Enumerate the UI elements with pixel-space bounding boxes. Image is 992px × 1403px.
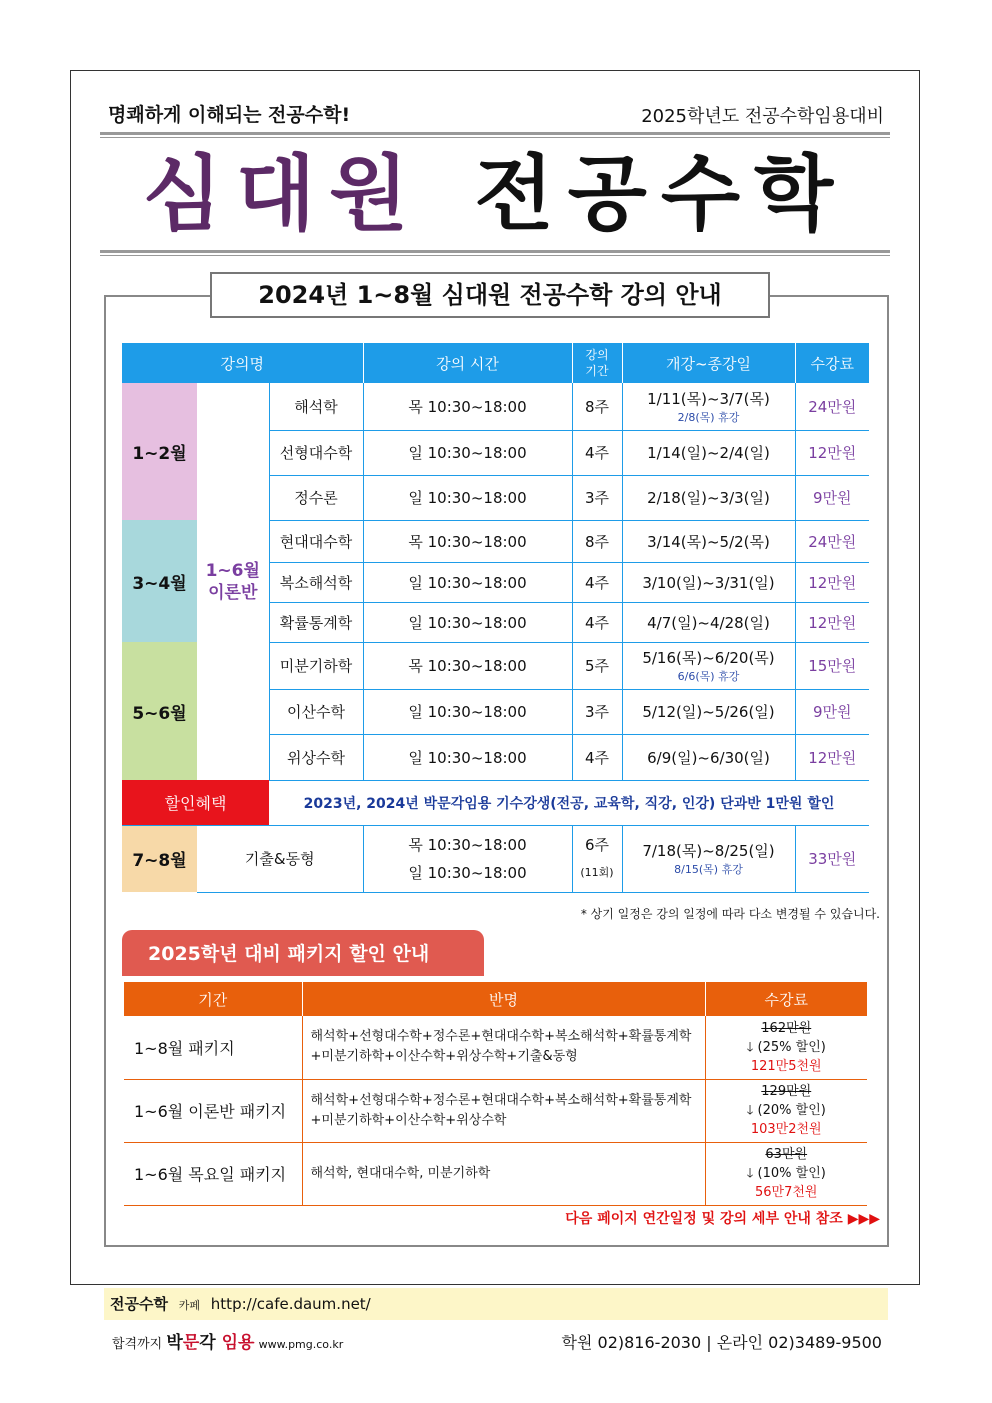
discount-rate: (20% 할인) [757, 1103, 826, 1118]
package-row [124, 1142, 867, 1205]
header-period: 강의 기간 [572, 343, 622, 383]
course-period: 3주 [572, 475, 622, 520]
course-fee: 33만원 [795, 825, 869, 892]
course-dates: 4/7(일)~4/28(일) [622, 602, 795, 642]
course-dates: 3/14(목)~5/2(목) [622, 520, 795, 562]
classes-line-2: +미분기하학+이산수학+위상수학+기출&동형 [310, 1049, 578, 1065]
package-name: 1~6월 목요일 패키지 [124, 1142, 302, 1205]
next-page-note: 다음 페이지 연간일정 및 강의 세부 안내 참조 ▶▶▶ [565, 1211, 880, 1227]
top-rule [100, 132, 890, 135]
schedule-header-row [122, 343, 869, 383]
time-line-2: 일 10:30~18:00 [408, 863, 527, 882]
bottom-rule-thin [100, 255, 890, 256]
section-title: 2024년 1~8월 심대원 전공수학 강의 안내 [210, 272, 770, 318]
brand-logo [166, 1333, 254, 1353]
new-price: 103만2천원 [750, 1122, 822, 1137]
header-fee: 수강료 [705, 982, 867, 1016]
down-arrow-icon: 🡓 [746, 1103, 754, 1118]
course-name: 해석학 [269, 383, 363, 430]
course-time [363, 825, 572, 892]
header-classes: 반명 [302, 982, 705, 1016]
package-name: 1~8월 패키지 [124, 1016, 302, 1079]
course-name: 기출&동형 [197, 825, 363, 892]
old-price: 63만원 [765, 1147, 808, 1162]
table-row [122, 383, 869, 430]
theory-class-cell [197, 383, 269, 780]
classes-line-1: 해석학+선형대수학+정수론+현대대수학+복소해석학+확률통계학 [310, 1092, 692, 1108]
course-dates: 6/9(일)~6/30(일) [622, 734, 795, 780]
course-time: 목 10:30~18:00 [363, 520, 572, 562]
course-period [572, 825, 622, 892]
course-name: 복소해석학 [269, 562, 363, 602]
course-period: 8주 [572, 383, 622, 430]
period-note: (11회) [580, 865, 614, 879]
course-fee: 9만원 [795, 475, 869, 520]
course-name: 확률통계학 [269, 602, 363, 642]
course-fee: 15만원 [795, 642, 869, 689]
course-time: 목 10:30~18:00 [363, 383, 572, 430]
month-cell: 3~4월 [122, 520, 197, 642]
course-dates: 5/12(일)~5/26(일) [622, 689, 795, 734]
course-time: 일 10:30~18:00 [363, 734, 572, 780]
package-name: 1~6월 이론반 패키지 [124, 1079, 302, 1142]
course-time: 일 10:30~18:00 [363, 475, 572, 520]
course-period: 4주 [572, 562, 622, 602]
header-fee: 수강료 [795, 343, 869, 383]
old-price: 129만원 [761, 1084, 812, 1099]
course-dates: 1/14(일)~2/4(일) [622, 430, 795, 475]
title-subject: 전공수학 [474, 147, 848, 242]
dates-text: 1/11(목)~3/7(목) [647, 389, 770, 408]
course-period: 4주 [572, 430, 622, 475]
header-course-name: 강의명 [122, 343, 363, 383]
package-classes [302, 1016, 705, 1079]
course-period: 5주 [572, 642, 622, 689]
cafe-bar [104, 1288, 888, 1320]
new-price: 56만7천원 [755, 1185, 818, 1200]
theory-label-2: 이론반 [208, 582, 258, 603]
dates-text: 5/16(목)~6/20(목) [642, 649, 775, 667]
course-fee: 24만원 [795, 383, 869, 430]
course-name: 선형대수학 [269, 430, 363, 475]
package-table [124, 982, 867, 1206]
course-dates: 3/10(일)~3/31(일) [622, 562, 795, 602]
course-name: 현대대수학 [269, 520, 363, 562]
year-label: 2025학년도 전공수학임용대비 [641, 106, 884, 127]
course-fee: 12만원 [795, 734, 869, 780]
time-line-1: 목 10:30~18:00 [408, 835, 527, 854]
course-period: 3주 [572, 689, 622, 734]
course-time: 일 10:30~18:00 [363, 689, 572, 734]
course-dates [622, 383, 795, 430]
cafe-link[interactable]: http://cafe.daum.net/ [210, 1295, 371, 1313]
course-time: 일 10:30~18:00 [363, 562, 572, 602]
period-text: 6주 [584, 835, 610, 854]
cafe-label: 전공수학 [110, 1295, 168, 1313]
old-price: 162만원 [761, 1020, 812, 1036]
course-name: 이산수학 [269, 689, 363, 734]
package-row [124, 1016, 867, 1079]
discount-rate: (10% 할인) [757, 1166, 826, 1181]
course-dates [622, 825, 795, 892]
down-arrow-icon: 🡓 [746, 1166, 754, 1181]
header-time: 강의 시간 [363, 343, 572, 383]
month-cell: 1~2월 [122, 383, 197, 520]
package-row [124, 1079, 867, 1142]
package-fee [705, 1142, 867, 1205]
top-rule-thin [100, 137, 890, 138]
cafe-sub: 카페 [178, 1299, 201, 1312]
course-name: 위상수학 [269, 734, 363, 780]
course-fee: 9만원 [795, 689, 869, 734]
page-title [100, 140, 890, 250]
footer-contact: 학원 02)816-2030 | 온라인 02)3489-9500 [561, 1333, 882, 1352]
course-period: 8주 [572, 520, 622, 562]
tagline: 명쾌하게 이해되는 전공수학! [108, 104, 351, 126]
new-price: 121만5천원 [750, 1058, 822, 1074]
course-time: 일 10:30~18:00 [363, 430, 572, 475]
package-header-row [124, 982, 867, 1016]
schedule-note: * 상기 일정은 강의 일정에 따라 다소 변경될 수 있습니다. [580, 907, 880, 921]
discount-text: 2023년, 2024년 박문각임용 기수강생(전공, 교육학, 직강, 인강) 단과반 1만원 할인 [269, 780, 869, 825]
footer-brand [112, 1328, 343, 1353]
dates-note: 8/15(목) 휴강 [674, 863, 743, 876]
course-period: 4주 [572, 734, 622, 780]
theory-label-1: 1~6월 [205, 560, 260, 581]
footer-slogan: 합격까지 [112, 1337, 163, 1352]
package-title: 2025학년 대비 패키지 할인 안내 [122, 930, 484, 976]
course-time: 목 10:30~18:00 [363, 642, 572, 689]
package-classes [302, 1079, 705, 1142]
classes-line-2: +미분기하학+이산수학+위상수학 [310, 1112, 507, 1128]
title-name: 심대원 [142, 147, 423, 242]
brand-part: 각 [199, 1333, 216, 1353]
dates-note: 6/6(목) 휴강 [677, 670, 740, 683]
package-classes: 해석학, 현대대수학, 미분기하학 [302, 1142, 705, 1205]
discount-row [122, 780, 869, 825]
classes-line-1: 해석학+선형대수학+정수론+현대대수학+복소해석학+확률통계학 [310, 1029, 692, 1045]
course-name: 미분기하학 [269, 642, 363, 689]
course-name: 정수론 [269, 475, 363, 520]
course-time: 일 10:30~18:00 [363, 602, 572, 642]
dates-note: 2/8(목) 휴강 [677, 410, 740, 424]
dates-text: 7/18(목)~8/25(일) [642, 842, 775, 860]
footer-site[interactable]: www.pmg.co.kr [258, 1338, 344, 1351]
course-dates [622, 642, 795, 689]
course-fee: 12만원 [795, 430, 869, 475]
summer-row [122, 825, 869, 892]
month-cell: 5~6월 [122, 642, 197, 780]
header-dates: 개강~종강일 [622, 343, 795, 383]
package-fee [705, 1016, 867, 1079]
bottom-rule [100, 250, 890, 253]
header-period: 기간 [124, 982, 302, 1016]
discount-label: 할인혜택 [122, 780, 269, 825]
brand-part: 박 [166, 1333, 183, 1353]
package-fee [705, 1079, 867, 1142]
brand-part: 임용 [215, 1333, 255, 1353]
course-period: 4주 [572, 602, 622, 642]
course-fee: 24만원 [795, 520, 869, 562]
course-fee: 12만원 [795, 602, 869, 642]
course-dates: 2/18(일)~3/3(일) [622, 475, 795, 520]
schedule-table [122, 343, 869, 893]
month-cell: 7~8월 [122, 825, 197, 892]
discount-rate: (25% 할인) [757, 1039, 826, 1055]
course-fee: 12만원 [795, 562, 869, 602]
down-arrow-icon: 🡓 [746, 1039, 754, 1055]
brand-part: 문 [182, 1333, 200, 1353]
